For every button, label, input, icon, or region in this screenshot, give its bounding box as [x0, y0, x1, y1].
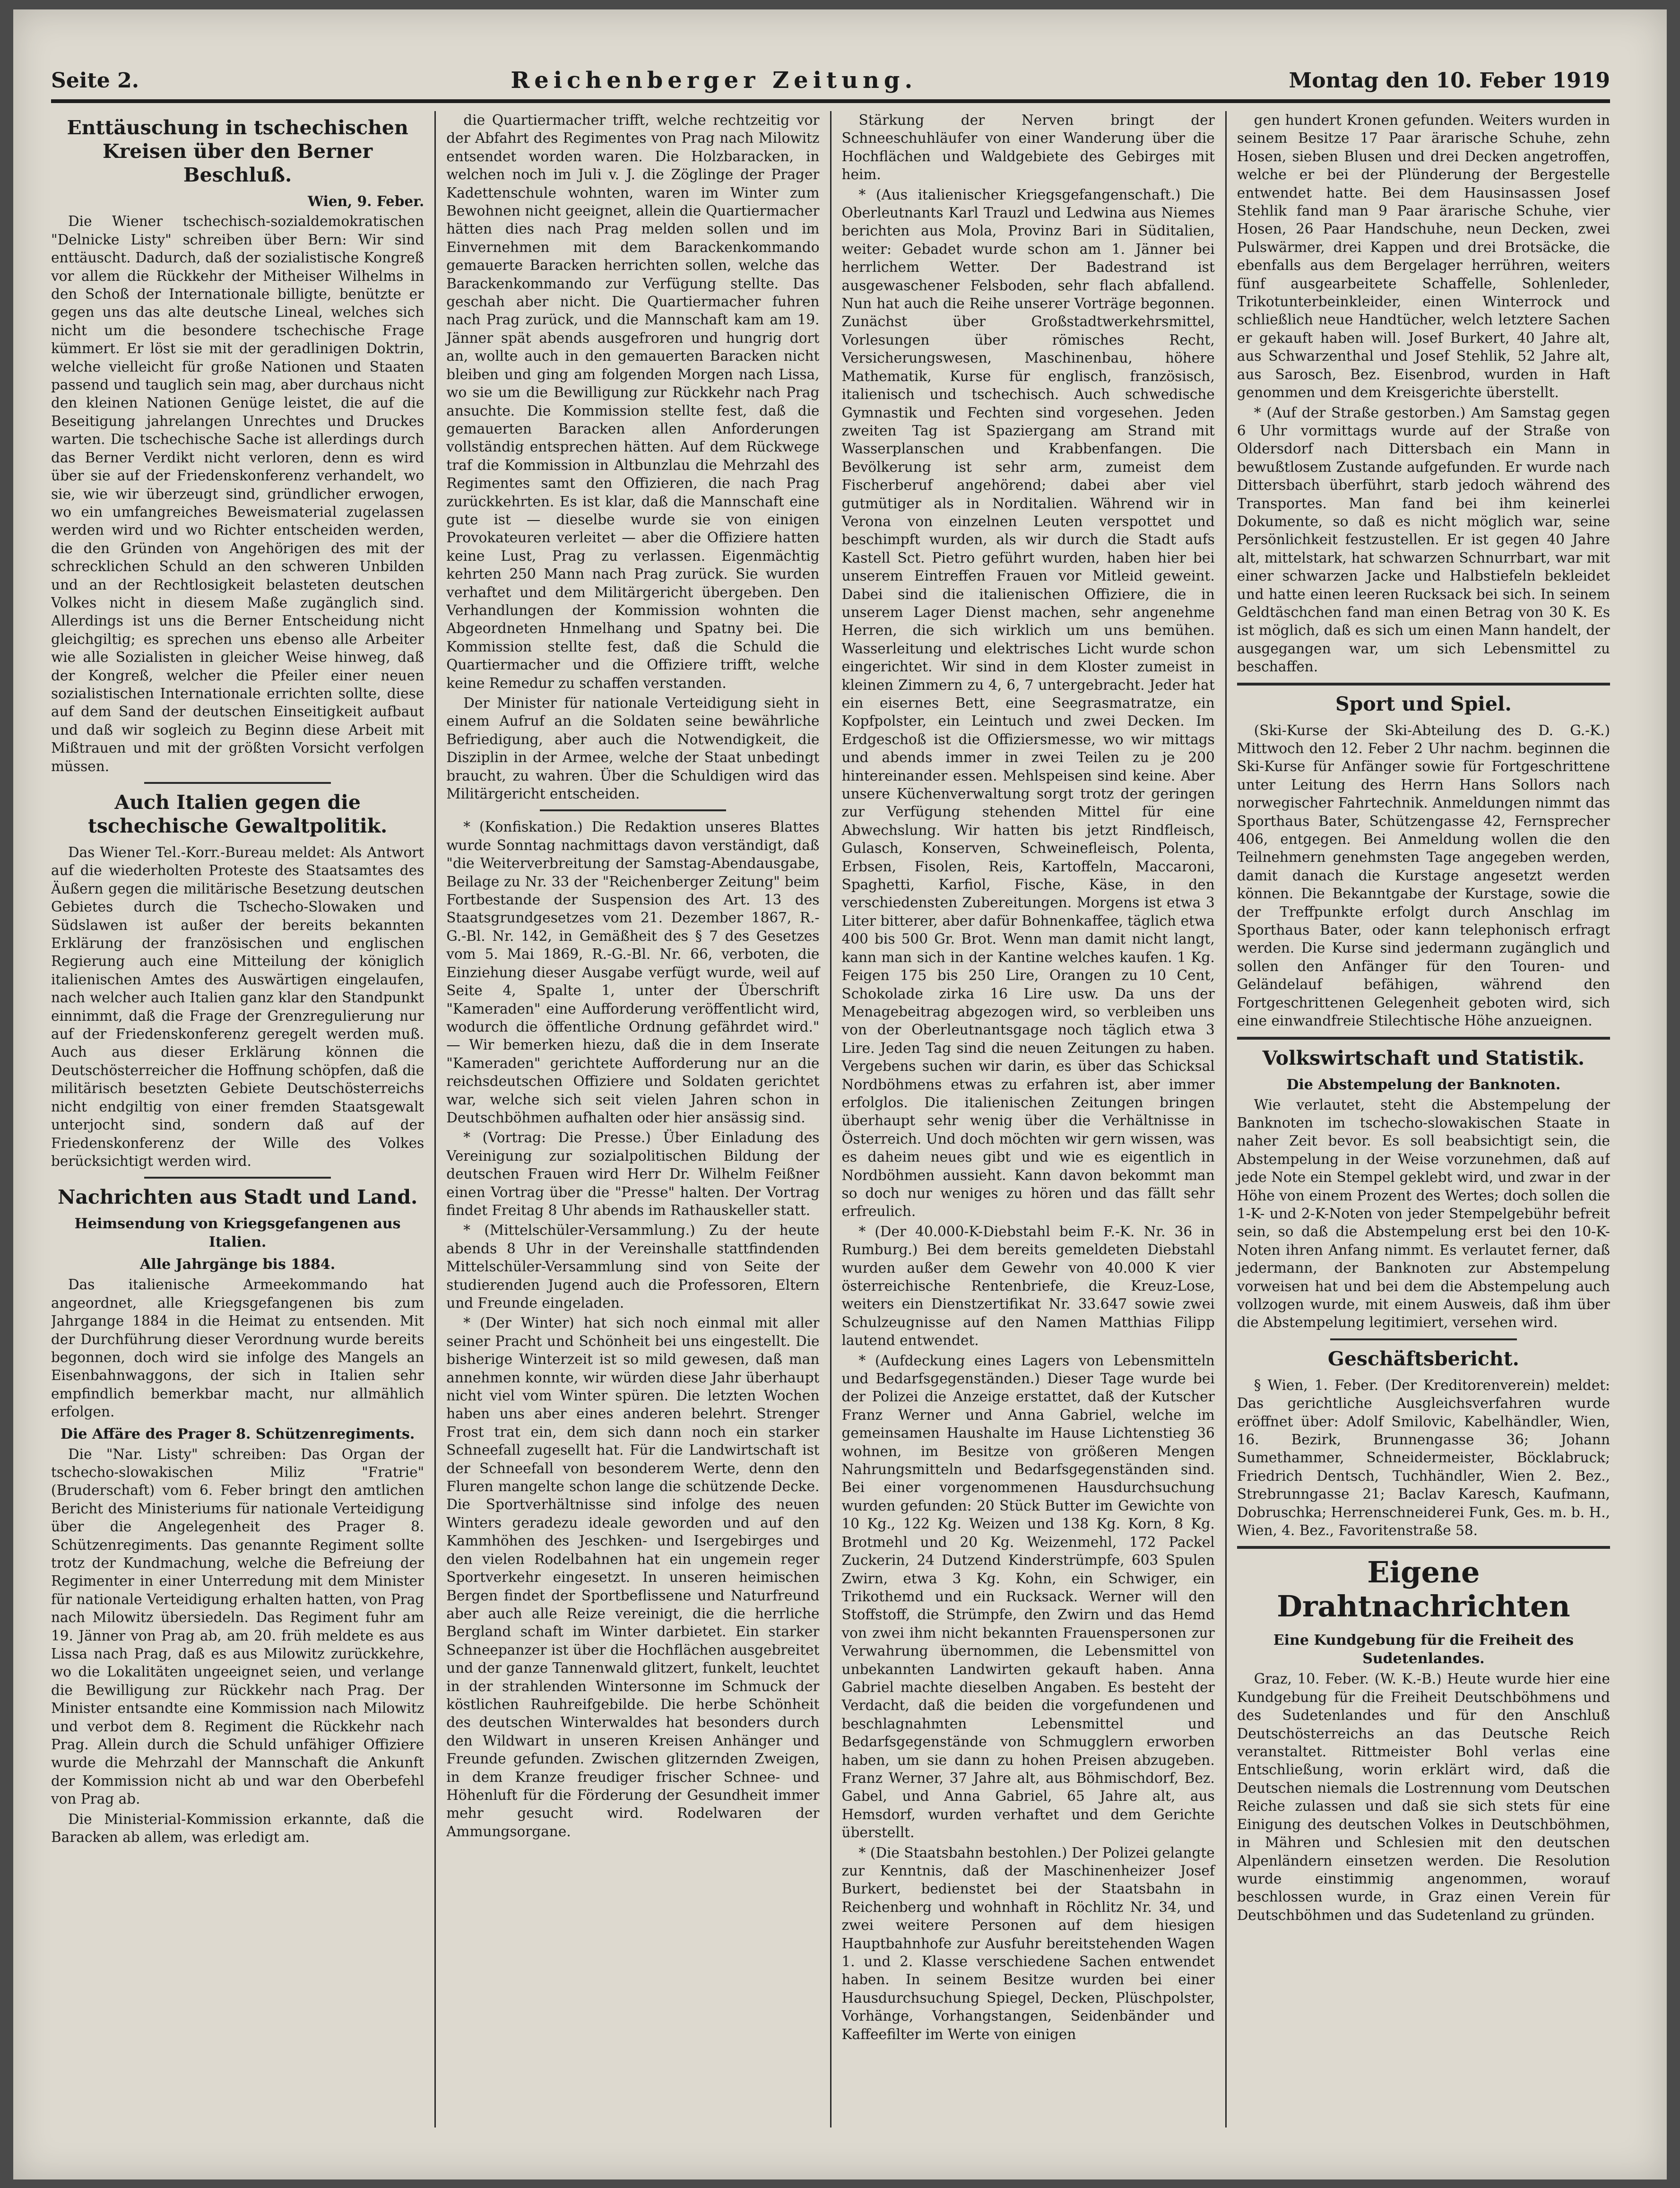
- issue-date: Montag den 10. Feber 1919: [1289, 68, 1610, 93]
- article-paragraph: Die "Nar. Listy" schreiben: Das Organ der tschecho-slowakischen Miliz "Fratrie" (Bruderschaft) vom 6. Feber bringt den amtlichen Bericht des Ministeriums für nationale Verteidigung über die Angelegenheit des Prager 8. Schützenregiments. Das genannte Regiment sollte trotz der Kundmachung, welche die Befreiung der Regimenter in einer Unterredung mit dem Minister für nationale Verteidigung erhalten hatten, von Prag nach Milowitz übersiedeln. Das Regiment fuhr am 19. Jänner von Prag ab, am 20. früh meldete es aus Lissa nach Prag, daß es aus Milowitz zurückkehre, wo die Lokalitäten ungeeignet seien, und verlange die Bewilligung zur Rückkehr nach Prag. Der Minister entsandte eine Kommission nach Milowitz und verbot dem 8. Regiment die Rückkehr nach Prag. Allein durch die Schuld unfähiger Offiziere wurde die Mehrzahl der Mannschaft die Ankunft der Kommission nicht ab und war den Oberbefehl von Prag ab.: [51, 1446, 424, 1807]
- news-item: * (Der 40.000-K-Diebstahl beim F.-K. Nr. 36 in Rumburg.) Bei dem bereits gemeldeten Diebstahl wurden außer dem Gewehr von 40.000 K vier österreichische Rentenbriefe, die Kreuz-Lose, weiters ein Dienstzertifikat Nr. 33.647 sowie zwei Schulzeugnisse auf den Namen Matthias Filipp lautend entwendet.: [841, 1223, 1215, 1349]
- page-number: Seite 2.: [51, 68, 139, 93]
- section-divider: [1237, 683, 1610, 686]
- article-paragraph: Das Wiener Tel.-Korr.-Bureau meldet: Als Antwort auf die wiederholten Proteste des Staatsamtes des Äußern gegen die militärische Besetzung deutschen Gebietes durch die Tschecho-Slowaken und Südslawen ist außer der bereits bekannten Erklärung der französischen und englischen Regierung auch eine Mitteilung der königlich italienischen Amtes des Auswärtigen eingelaufen, nach welcher auch Italien ganz klar den Standpunkt einnimmt, daß die Frage der Grenzregulierung nur auf der Friedenskonferenz geregelt werden muß. Auch aus dieser Erklärung können die Deutschösterreicher die Hoffnung schöpfen, daß die militärisch besetzten Gebiete Deutschösterreichs nicht endgiltig von einer fremden Staatsgewalt unterjocht sind, sondern daß auf der Friedenskonferenz der Wille des Volkes berücksichtigt werden wird.: [51, 844, 424, 1169]
- headline-sport: Sport und Spiel.: [1335, 692, 1512, 715]
- news-item: * (Aufdeckung eines Lagers von Lebensmitteln und Bedarfsgegenständen.) Dieser Tage wurde bei der Polizei die Anzeige erstattet, daß der Kutscher Franz Werner und Anna Gabriel, welche im gemeinsamen Haushalte im Hause Lichtenstieg 36 wohnen, im Besitze von größeren Mengen Nahrungsmitteln und Bedarfsgegenständen sind. Bei einer vorgenommenen Hausdurchsuchung wurden gefunden: 20 Stück Butter im Gewichte von 10 Kg., 122 Kg. Weizen und 138 Kg. Korn, 8 Kg. Brotmehl und 20 Kg. Weizenmehl, 172 Packel Zuckerin, 24 Dutzend Kinderstrümpfe, 603 Spulen Zwirn, etwa 3 Kg. Kohn, ein Schwiger, ein Trikothemd und ein Rucksack. Werner will den Stoffstoff, die Strümpfe, den Zwirn und das Hemd von zwei ihm nicht bekannten Frauenspersonen zur Verwahrung übernommen, die Lebensmittel von unbekannten Landwirten gekauft haben. Anna Gabriel machte dieselben Angaben. Es besteht der Verdacht, daß die beiden die vorgefundenen und beschlagnahmten Lebensmittel und Bedarfsgegenstände von Schmugglern erworben haben, um sie dann zu hohen Preisen abzugeben. Franz Werner, 37 Jahre alt, aus Böhmischdorf, Bez. Gabel, und Anna Gabriel, 65 Jahre alt, aus Hemsdorf, wurden verhaftet und dem Gerichte überstellt.: [841, 1352, 1215, 1841]
- divider: [144, 782, 331, 784]
- article-paragraph: Graz, 10. Feber. (W. K.-B.) Heute wurde hier eine Kundgebung für die Freiheit Deutschböhmens und des Sudetenlandes und für den Anschluß Deutschösterreichs an das Deutsche Reich veranstaltet. Rittmeister Bohl verlas eine Entschließung, worin erklärt wird, daß die Deutschen niemals die Lostrennung vom Deutschen Reiche zulassen und daß sie sich stets für eine Einigung des deutschen Volkes in Deutschböhmen, in Mähren und Schlesien mit den deutschen Alpenländern einsetzen werden. Die Resolution wurde einstimmig angenommen, worauf beschlossen wurde, in Graz einen Verein für Deutschböhmen und das Sudetenland zu gründen.: [1237, 1671, 1610, 1923]
- column-1: [51, 111, 434, 2127]
- section-divider: [1237, 1037, 1610, 1040]
- subheading: Die Affäre des Prager 8. Schützenregiments.: [60, 1425, 415, 1442]
- article-paragraph: die Quartiermacher trifft, welche rechtzeitig vor der Abfahrt des Regimentes von Prag nach Milowitz entsendet worden waren. Die Holzbaracken, in welchen noch im Juli v. J. die Zöglinge der Prager Kadettenschule wohnten, waren im Winter zum Bewohnen nicht geeignet, allein die Quartiermacher hätten dies nach Prag melden sollen und im Einvernehmen mit dem Barackenkommando gemauerte Baracken herrichten sollen, welche das Barackenkommando zur Verfügung stellte. Das geschah aber nicht. Die Quartiermacher fuhren nach Prag zurück, und die Mannschaft kam am 19. Jänner spät abends ausgefroren und hungrig dort an, wollte auch in den gemauerten Baracken nicht bleiben und ging am folgenden Morgen nach Lissa, wo sie um die Bewilligung zur Rückkehr nach Prag ansuchte. Die Kommission stellte fest, daß die gemauerten Baracken allen Anforderungen vollständig entsprechen hätten. Auf dem Rückwege traf die Kommission in Altbunzlau die Mehrzahl des Regimentes samt den Offizieren, die nach Prag zurückkehrten. Es ist klar, daß die Mannschaft eine gute ist — dieselbe wurde sie von einigen Provokateuren verleitet — aber die Offiziere hatten keine Lust, Prag zu verlassen. Eigenmächtig kehrten 250 Mann nach Prag zurück. Sie wurden verhaftet und dem Militärgericht übergeben. Den Verhandlungen der Kommission wohnten die Abgeordneten Hnmelhang und Spatny bei. Die Kommission stellte fest, daß die Schuld die Quartiermacher und die Offiziere trifft, welche keine Remedur zu schaffen verstanden.: [446, 112, 820, 691]
- news-item: * (Der Winter) hat sich noch einmal mit aller seiner Pracht und Schönheit bei uns eingestellt. Die bisherige Winterzeit ist so mild gewesen, daß man annehmen konnte, wir würden diese Jahr überhaupt nicht viel vom Winter spüren. Die letzten Wochen haben uns aber eines anderen belehrt. Strenger Frost trat ein, dem sich dann noch ein starker Schneefall zugesellt hat. Für die Landwirtschaft ist der Schneefall von besonderem Werte, denn den Fluren mangelte schon lange die schützende Decke. Die Sportverhältnisse sind infolge des neuen Winters geradezu ideale geworden und auf den Kammhöhen des Jeschken- und Isergebirges und den vielen Rodelbahnen hat ein ungemein reger Sportverkehr eingesetzt. In unseren heimischen Bergen findet der Sportbeflissene und Naturfreund aber auch alle Reize vereinigt, die die herrliche Bergland schaft im Winter darbietet. Ein starker Schneepanzer ist über die Hochflächen ausgebreitet und der ganze Tannenwald glitzert, funkelt, leuchtet in der strahlenden Wintersonne im Schmuck der köstlichen Rauhreifgebilde. Die herbe Schönheit des deutschen Winterwaldes hat besonders durch den Wildwart in unseren Kreisen Anhänger und Freunde gefunden. Zwischen glitzernden Zweigen, in dem Kranze freudiger frischer Schnee- und Höhenluft für die Förderung der Gesundheit immer mehr gesucht wird. Rodelwaren der Ammungsorgane.: [446, 1315, 820, 1840]
- column-4: [1225, 111, 1610, 2127]
- page-header: [51, 61, 1610, 103]
- headline-economy: Volkswirtschaft und Statistik.: [1262, 1046, 1585, 1069]
- news-item: * (Die Staatsbahn bestohlen.) Der Polizei gelangte zur Kenntnis, daß der Maschinenheizer Josef Burkert, bedienstet bei der Staatsbahn in Reichenberg und wohnhaft in Röchlitz Nr. 34, und zwei weitere Personen auf dem hiesigen Hauptbahnhofe zur Ausfuhr bereitstehenden Wagen 1. und 2. Klasse verschiedene Sachen entwendet haben. In seinem Besitze wurden bei einer Hausdurchsuchung Spiegel, Decken, Plüschpolster, Vorhänge, Vorhangstangen, Seidenbänder und Kaffeefilter im Werte von einigen: [841, 1844, 1215, 2042]
- headline-wire-news: Eigene Drahtnachrichten: [1277, 1555, 1570, 1624]
- subheading: Die Abstempelung der Banknoten.: [1286, 1076, 1561, 1093]
- column-3: [830, 111, 1225, 2127]
- newspaper-page: [13, 9, 1667, 2179]
- subheading: Eine Kundgebung für die Freiheit des Sudetenlandes.: [1273, 1632, 1574, 1667]
- article-paragraph: Die Wiener tschechisch-sozialdemokratischen "Delnicke Listy" schreiben über Bern: Wir sind enttäuscht. Dadurch, daß der sozialistische Kongreß vor allem die Rückkehr der Mitheiser Wilhelms in den Schoß der Internationale billigte, benützte er gegen uns das alte deutsche Lineal, welches sich nicht um die besondere tschechische Frage kümmert. Er löst sie mit der geradlinigen Doktrin, welche vielleicht für große Nationen und Staaten passend und tauglich sein mag, aber durchaus nicht den kleinen Nationen Genüge leistet, die auf die Beseitigung jahrelangen Unrechtes und Druckes warten. Die tschechische Sache ist allerdings durch das Berner Verdikt nicht verloren, denn es wird über sie auf der Friedenskonferenz verhandelt, wo sie, wie wir überzeugt sind, gründlicher erwogen, wo ein umfangreiches Beweismaterial zugelassen werden wird und wo Richter entscheiden werden, die den Gründen von Angehörigen des mit der schrecklichen Schuld an den schweren Unbilden und an der Rechtlosigkeit belasteten deutschen Volkes nicht in diesem Maße zugänglich sind. Allerdings ist uns die Berner Entscheidung nicht gleichgiltig; es sprechen uns ebenso alle Arbeiter wie alle Sozialisten in gleicher Weise hinweg, daß der Kongreß, welcher die Pfeiler einer neuen sozialistischen Internationale errichten sollte, diese auf dem Sand der deutschen Einseitigkeit aufbaut und daß wir sogleich zu Beginn diese Arbeit mit Mißtrauen und mit der größten Vorsicht verfolgen müssen.: [51, 213, 424, 774]
- headline-italy: Auch Italien gegen die tschechische Gewaltpolitik.: [87, 791, 388, 837]
- divider: [1330, 1338, 1517, 1340]
- divider: [144, 1177, 331, 1179]
- dateline: Wien, 9. Feber.: [308, 193, 424, 209]
- article-paragraph: Stärkung der Nerven bringt der Schneeschuhläufer von einer Wanderung über die Hochflächen und Waldgebiete des Gebirges mit heim.: [841, 112, 1215, 183]
- column-2: [434, 111, 830, 2127]
- news-item: * (Konfiskation.) Die Redaktion unseres Blattes wurde Sonntag nachmittags davon verständigt, daß "die Weiterverbreitung der Samstag-Abendausgabe, Beilage zu Nr. 33 der "Reichenberger Zeitung" beim Fortbestande der Suspension des Art. 13 des Staatsgrundgesetzes vom 21. Dezember 1867, R.-G.-Bl. Nr. 142, in Gemäßheit des § 7 des Gesetzes vom 5. Mai 1869, R.-G.-Bl. Nr. 66, verboten, die Einziehung dieser Ausgabe verfügt wurde, weil auf Seite 4, Spalte 1, unter der Überschrift "Kameraden" eine Aufforderung veröffentlicht wird, wodurch die öffentliche Ordnung gefährdet wird." — Wir bemerken hiezu, daß die in dem Inserate "Kameraden" gerichtete Aufforderung nur an die reichsdeutschen Offiziere und Soldaten gerichtet war, welche sich seit vielen Jahren schon in Deutschböhmen aufhalten oder hier ansässig sind.: [446, 819, 820, 1126]
- article-paragraph: gen hundert Kronen gefunden. Weiters wurden in seinem Besitze 17 Paar ärarische Schuhe, zehn Hosen, sieben Blusen und drei Decken angetroffen, welche er bei der Plünderung der Bergestelle entwendet hatte. Bei dem Hausinsassen Josef Stehlik fand man 9 Paar ärarische Schuhe, vier Hosen, 26 Paar Handschuhe, neun Decken, zwei Pulswärmer, drei Kappen und drei Brotsäcke, die ebenfalls aus dem Bergelager herrühren, weiters fünf ausgearbeitete Schaffelle, Sohlenleder, Trikotunterbeinkleider, einen Winterrock und schließlich neue Handtücher, welch letztere Sachen er gekauft haben will. Josef Burkert, 40 Jahre alt, aus Schwarzenthal und Josef Stehlik, 52 Jahre alt, aus Sarosch, Bez. Eisenbrod, wurden in Haft genommen und dem Kreisgerichte überstellt.: [1237, 112, 1610, 401]
- news-item: * (Auf der Straße gestorben.) Am Samstag gegen 6 Uhr vormittags wurde auf der Straße von Oldersdorf nach Dittersbach ein Mann in bewußtlosem Zustande aufgefunden. Er wurde nach Dittersbach überführt, starb jedoch während des Transportes. Man fand bei ihm keinerlei Dokumente, so daß es nicht möglich war, seine Persönlichkeit festzustellen. Er ist gegen 40 Jahre alt, mittelstark, hat schwarzen Schnurrbart, war mit einer schwarzen Jacke und Halbstiefeln bekleidet und hatte einen leeren Rucksack bei sich. In seinem Geldtäschchen fand man einen Betrag von 30 K. Es ist möglich, daß es sich um einen Mann handelt, der ausgegangen war, um sich Lebensmittel zu beschaffen.: [1237, 404, 1610, 675]
- headline-local-news: Nachrichten aus Stadt und Land.: [57, 1186, 418, 1209]
- divider: [540, 809, 727, 811]
- article-columns: [51, 111, 1610, 2127]
- subheading: Heimsendung von Kriegsgefangenen aus Italien.: [74, 1216, 401, 1251]
- news-item: * (Vortrag: Die Presse.) Über Einladung des Vereinigung zur sozialpolitischen Bildung der deutschen Frauen wird Herr Dr. Wilhelm Feißner einen Vortrag über die "Presse" halten. Der Vortrag findet Freitag 8 Uhr abends im Rathauskeller statt.: [446, 1129, 820, 1218]
- headline-business-report: Geschäftsbericht.: [1327, 1347, 1519, 1370]
- article-paragraph: Das italienische Armeekommando hat angeordnet, alle Kriegsgefangenen bis zum Jahrgange 1884 in die Heimat zu entsenden. Mit der Durchführung dieser Verordnung wurde bereits begonnen, doch wird sie infolge des Mangels an Eisenbahnwaggons, der sich in Italien sehr empfindlich bemerkbar macht, nur allmählich erfolgen.: [51, 1276, 424, 1420]
- newspaper-title: Reichenberger Zeitung.: [511, 67, 918, 94]
- headline-bern-decision: Enttäuschung in tschechischen Kreisen über den Berner Beschluß.: [67, 116, 408, 186]
- article-paragraph: Die Ministerial-Kommission erkannte, daß die Baracken ab allem, was erledigt am.: [51, 1811, 424, 1846]
- news-item: * (Mittelschüler-Versammlung.) Zu der heute abends 8 Uhr in der Vereinshalle stattfindenden Mittelschüler-Versammlung sind von Seite der studierenden Jugend auch die Professoren, Eltern und Freunde eingeladen.: [446, 1222, 820, 1311]
- news-item: * (Aus italienischer Kriegsgefangenschaft.) Die Oberleutnants Karl Trauzl und Ledwina aus Niemes berichten aus Mola, Provinz Bari in Süditalien, weiter: Gebadet wurde schon am 1. Jänner bei herrlichem Wetter. Der Badestrand ist ausgewaschener Felsboden, sehr flach abfallend. Nun hat auch die Reihe unserer Vorträge begonnen. Zunächst über Großstadtwerkehrsmittel, Vorlesungen über römisches Recht, Versicherungswesen, Maschinenbau, höhere Mathematik, Kurse für englisch, französisch, italienisch und tschechisch. Auch schwedische Gymnastik und Fechten sind vorgesehen. Jeden zweiten Tag ist Spaziergang am Strand mit Wasserplanschen und Krabbenfangen. Die Bevölkerung ist sehr arm, zumeist dem Fischerberuf angehörend; dabei aber viel gutmütiger als in Norditalien. Während wir in Verona von einzelnen Leuten verspottet und beschimpft wurden, als wir durch die Stadt aufs Kastell Sct. Pietro geführt wurden, haben hier bei unserem Eintreffen Frauen vor Mitleid geweint. Dabei sind die italienischen Offiziere, die in unserem Lager Dienst machen, sehr angenehme Herren, die sich wirklich um uns bemühen. Wasserleitung und elektrisches Licht wurde schon eingerichtet. Wir sind in dem Kloster zumeist in kleinen Zimmern zu 4, 6, 7 untergebracht. Jeder hat ein eisernes Bett, eine Seegrasmatratze, ein Kopfpolster, ein Leintuch und zwei Decken. Im Erdgeschoß ist die Offiziersmesse, wo wir mittags und abends immer in zwei Teilen zu je 200 hintereinander essen. Mehlspeisen sind keine. Aber unsere Küchenverwaltung sorgt trotz der geringen zur Verfügung stehenden Mittel für eine Abwechslung. Wir hatten bis jetzt Rindfleisch, Gulasch, Konserven, Schweinefleisch, Polenta, Erbsen, Fisolen, Reis, Kartoffeln, Maccaroni, Spaghetti, Karfiol, Fische, Käse, in den verschiedensten Zubereitungen. Morgens ist etwa 3 Liter bitterer, aber dafür Bohnenkaffee, täglich etwa 400 bis 500 Gr. Brot. Wenn man damit nicht langt, kann man sich in der Kantine welches kaufen. 1 Kg. Feigen 175 bis 250 Lire, Orangen zu 10 Cent, Schokolade zirka 16 Lire usw. Da uns der Menagebeitrag abgezogen wird, so verbleiben uns von der Oberleutnantsgage noch täglich etwa 3 Lire. Jeden Tag sind die neuen Zeitungen zu haben. Vergebens suchen wir darin, es über das Schicksal Nordböhmens etwas zu erfahren ist, aber immer erfolglos. Die italienischen Zeitungen bringen überhaupt sehr wenig über die Verhältnisse in Österreich. Und doch möchten wir gern wissen, was es daheim neues gibt und wie es eigentlich in Nordböhmen aussieht. Kann davon bekommt man so doch nur weniges zu hören und das fällt sehr erfreulich.: [841, 186, 1215, 1220]
- article-paragraph: Der Minister für nationale Verteidigung sieht in einem Aufruf an die Soldaten seine bewährliche Befriedigung, aber auch die Notwendigkeit, die Disziplin in der Armee, welche der Staat unbedingt braucht, zu wahren. Über die Schuldigen wird das Militärgericht entscheiden.: [446, 695, 820, 802]
- article-paragraph: Wie verlautet, steht die Abstempelung der Banknoten im tschecho-slowakischen Staate in naher Zeit bevor. Es soll beabsichtigt sein, die Abstempelung in der Weise vorzunehmen, daß auf jede Note ein Stempel geklebt wird, und zwar in der Höhe von einem Prozent des Wertes; doch sollen die 1-K- und 2-K-Noten von jeder Stempelgebühr befreit sein, so daß die Abstempelung erst bei den 10-K-Noten ihren Anfang nimmt. Es verlautet ferner, daß jedermann, der Banknoten zur Abstempelung vorweisen hat und bei dem die Abstempelung auch vollzogen wurde, mit einem Ausweis, daß ihm über die Abstempelung legitimiert, versehen wird.: [1237, 1096, 1610, 1331]
- section-divider: [1237, 1546, 1610, 1549]
- news-item: (Ski-Kurse der Ski-Abteilung des D. G.-K.) Mittwoch den 12. Feber 2 Uhr nachm. beginnen die Ski-Kurse für Anfänger sowie für Fortgeschrittene unter Leitung des Herrn Hans Sollors nach norwegischer Fahrtechnik. Anmeldungen nimmt das Sporthaus Bater, Schützengasse 42, Fernsprecher 406, entgegen. Bei Anmeldung wollen die den Teilnehmern genehmsten Tage angegeben werden, damit danach die Kurstage angesetzt werden können. Die Bekanntgabe der Kurstage, sowie die der Treffpunkte erfolgt durch Anschlag im Sporthaus Bater, oder kann telephonisch erfragt werden. Die Kurse sind jedermann zugänglich und sollen den Anfänger für den Touren- und Geländelauf befähigen, während den Fortgeschrittenen Gelegenheit geboten wird, sich eine einwandfreie Stilechtische Höhe anzueignen.: [1237, 722, 1610, 1029]
- subheading: Alle Jahrgänge bis 1884.: [140, 1256, 336, 1273]
- news-item: § Wien, 1. Feber. (Der Kreditorenverein) meldet: Das gerichtliche Ausgleichsverfahren wurde eröffnet über: Adolf Smilovic, Kabelhändler, Wien, 16. Bezirk, Brunnengasse 36; Johann Sumethammer, Schneidermeister, Böcklabruck; Friedrich Dentsch, Tuchhändler, Wien 2. Bez., Strebrunngasse 21; Baclav Karesch, Kaufmann, Dobruschka; Herrenschneiderei Funk, Ges. m. b. H., Wien, 4. Bez., Favoritenstraße 58.: [1237, 1377, 1610, 1539]
